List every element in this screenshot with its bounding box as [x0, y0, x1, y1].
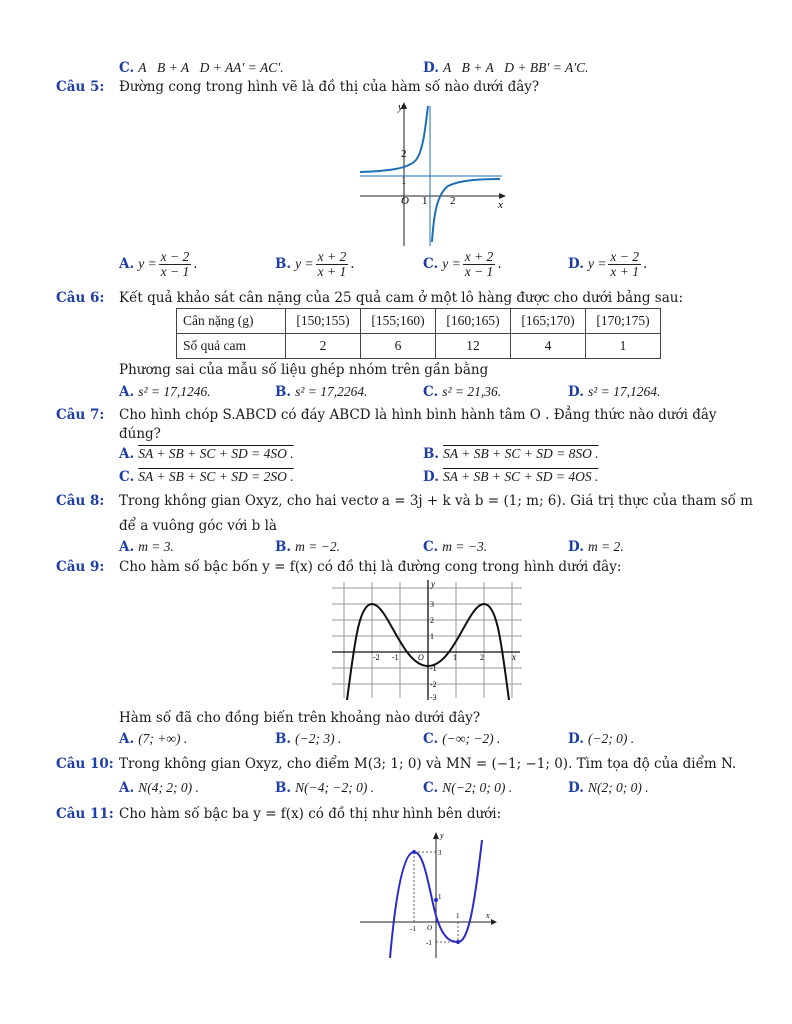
- q5-option-d[interactable]: D. y = $\frac{x - 2}{x + 1}$ .: [568, 249, 648, 279]
- q5-graph: [358, 100, 508, 248]
- q5-origin: O: [401, 195, 409, 207]
- q9-label: Câu 9:: [56, 559, 105, 575]
- q10-option-c[interactable]: C. N(−2; 0; 0) .: [423, 780, 513, 796]
- q9-grid: [332, 582, 522, 698]
- q11-y-label: y: [440, 831, 444, 840]
- q10-text: Trong không gian Oxyz, cho điểm M(3; 1; 0) và MN = (−1; −1; 0). Tìm tọa độ của điểm N.: [119, 756, 737, 772]
- prev-option-d-text: A⃗B + A⃗D + BB′ = A′C.: [442, 60, 589, 75]
- q5-tick-x2: 2: [450, 195, 456, 207]
- q7-text1: Cho hình chóp S.ABCD có đáy ABCD là hình bình hành tâm O . Đẳng thức nào dưới đây: [119, 407, 717, 423]
- q9-text2: Hàm số đã cho đồng biến trên khoảng nào dưới đây?: [119, 710, 481, 726]
- q9-graph: [332, 578, 524, 702]
- q8-text1: Trong không gian Oxyz, cho hai vectơ a = 3j + k và b = (1; m; 6). Giá trị thực của tham số m: [119, 493, 753, 509]
- q7-option-b[interactable]: B. SA + SB + SC + SD = 8SO .: [423, 446, 599, 462]
- q9-tick-ym1: -1: [430, 664, 437, 673]
- q6-table-row-count: Số quả cam 2 6 12 4 1: [177, 334, 661, 359]
- q9-origin: O: [418, 653, 424, 662]
- q8-option-b[interactable]: B. m = −2.: [275, 539, 340, 555]
- q8-text2: để a vuông góc với b là: [119, 518, 277, 534]
- q11-point-max: [412, 850, 416, 854]
- q11-x-label: x: [486, 911, 490, 920]
- q5-label: Câu 5:: [56, 79, 105, 95]
- q7-option-a[interactable]: A. SA + SB + SC + SD = 4SO .: [119, 446, 294, 462]
- q9-text: Cho hàm số bậc bốn y = f(x) có đồ thị là đường cong trong hình dưới đây:: [119, 559, 622, 575]
- q5-text: Đường cong trong hình vẽ là đồ thị của hàm số nào dưới đây?: [119, 79, 540, 95]
- q7-label: Câu 7:: [56, 407, 105, 423]
- q9-tick-y1: 1: [430, 632, 434, 641]
- q9-option-b[interactable]: B. (−2; 3) .: [275, 731, 342, 747]
- q5-curve-right: [432, 179, 500, 242]
- q9-tick-x2: 2: [480, 653, 484, 662]
- q7-text2: đúng?: [119, 426, 161, 442]
- q9-tick-ym3: -3: [430, 693, 437, 702]
- q5-tick-x1: 1: [422, 195, 428, 207]
- q10-option-a[interactable]: A. N(4; 2; 0) .: [119, 780, 199, 796]
- q9-option-a[interactable]: A. (7; +∞) .: [119, 731, 188, 747]
- q11-x-arrow: [491, 919, 497, 925]
- q9-tick-xm1: -1: [392, 653, 399, 662]
- q11-origin: O: [427, 924, 433, 932]
- q5-tick-y1: 1: [401, 175, 407, 187]
- q9-option-c[interactable]: C. (−∞; −2) .: [423, 731, 501, 747]
- q9-tick-y3: 3: [430, 600, 434, 609]
- q9-option-d[interactable]: D. (−2; 0) .: [568, 731, 635, 747]
- q6-table: [176, 308, 661, 359]
- prev-option-c: C. A⃗B + A⃗D + AA′ = AC′.: [119, 60, 284, 76]
- q11-tick-ym1: -1: [426, 939, 432, 947]
- q11-label: Câu 11:: [56, 806, 114, 822]
- q8-option-c[interactable]: C. m = −3.: [423, 539, 488, 555]
- q6-text2: Phương sai của mẫu số liệu ghép nhóm trên gần bằng: [119, 362, 489, 378]
- q8-label: Câu 8:: [56, 493, 105, 509]
- q6-label: Câu 6:: [56, 290, 105, 306]
- q11-y-arrow: [433, 832, 439, 839]
- q11-tick-y3: 3: [438, 849, 442, 857]
- q9-tick-xm2: -2: [373, 653, 380, 662]
- q6-option-a[interactable]: A. s² = 17,1246.: [119, 384, 211, 400]
- q10-label: Câu 10:: [56, 756, 114, 772]
- prev-option-c-text: A⃗B + A⃗D + AA′ = AC′.: [138, 60, 284, 75]
- q8-option-d[interactable]: D. m = 2.: [568, 539, 624, 555]
- q5-y-label: y: [398, 101, 403, 113]
- q7-option-c[interactable]: C. SA + SB + SC + SD = 2SO .: [119, 469, 294, 485]
- q5-option-c[interactable]: C. y = $\frac{x + 2}{x - 1}$ .: [423, 249, 502, 279]
- q9-tick-ym2: -2: [430, 680, 437, 689]
- q9-x-label: x: [512, 652, 516, 662]
- q6-table-row-weight: Cân nặng (g) [150;155) [155;160) [160;165) [165;170) [170;175): [177, 309, 661, 334]
- q9-tick-x1: 1: [453, 653, 457, 662]
- q10-option-b[interactable]: B. N(−4; −2; 0) .: [275, 780, 375, 796]
- q5-option-b[interactable]: B. y = $\frac{x + 2}{x + 1}$ .: [275, 249, 355, 279]
- q6-option-b[interactable]: B. s² = 17,2264.: [275, 384, 368, 400]
- q5-curve-left: [360, 106, 428, 172]
- q6-text: Kết quả khảo sát cân nặng của 25 quả cam ở một lô hàng được cho dưới bảng sau:: [119, 290, 684, 306]
- q7-option-d[interactable]: D. SA + SB + SC + SD = 4OS .: [423, 469, 599, 485]
- q11-tick-xm1: -1: [410, 925, 416, 933]
- q9-tick-y2: 2: [430, 616, 434, 625]
- q8-option-a[interactable]: A. m = 3.: [119, 539, 174, 555]
- q11-graph: [358, 830, 498, 960]
- q11-text: Cho hàm số bậc ba y = f(x) có đồ thị như hình bên dưới:: [119, 806, 502, 822]
- q6-option-c[interactable]: C. s² = 21,36.: [423, 384, 502, 400]
- q11-tick-x1: 1: [456, 912, 460, 920]
- q11-tick-y1: 1: [438, 893, 442, 901]
- q5-x-label: x: [498, 199, 503, 211]
- q5-tick-y2: 2: [401, 148, 407, 160]
- q9-y-label: y: [431, 579, 435, 589]
- q5-option-a[interactable]: A. y = $\frac{x - 2}{x - 1}$ .: [119, 249, 198, 279]
- prev-option-d: D. A⃗B + A⃗D + BB′ = A′C.: [423, 60, 589, 76]
- q10-option-d[interactable]: D. N(2; 0; 0) .: [568, 780, 649, 796]
- q6-option-d[interactable]: D. s² = 17,1264.: [568, 384, 661, 400]
- q11-point-min: [456, 940, 460, 944]
